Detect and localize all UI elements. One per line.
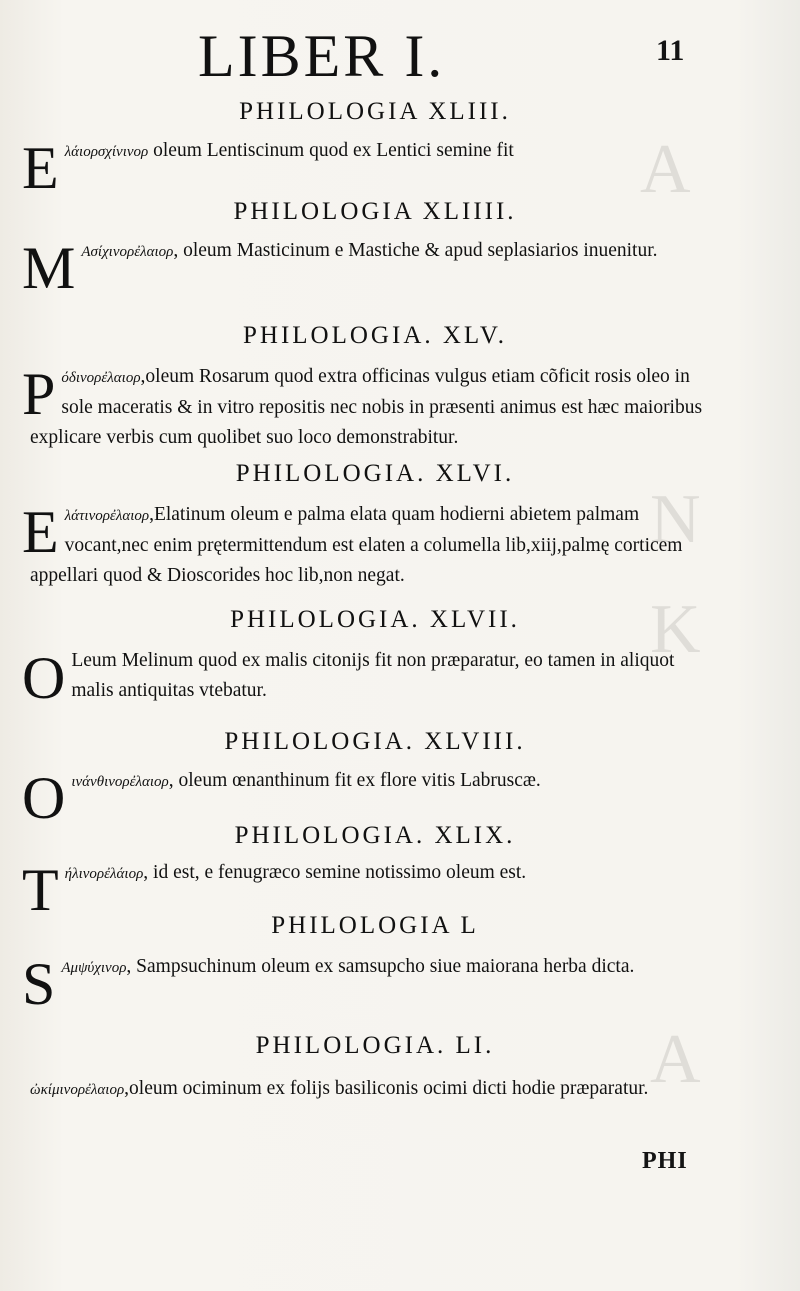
section-xlix [22, 822, 720, 923]
greek-term: λάιορσχίνινορ [64, 144, 149, 160]
latin-text: ,oleum Rosarum quod extra officinas vulgus etiam cõficit rosis oleo in sole maceratis & in vitro repositis nec nobis in præsenti animus est hæc maioribus explicare verbis cum quolibet suo loco demonstrabitur. [30, 366, 703, 448]
drop-initial: T [22, 857, 59, 923]
section-heading: PHILOLOGIA XLIII. [239, 98, 511, 125]
section-text [22, 857, 720, 923]
section-xliiii [22, 198, 720, 301]
section-text [22, 951, 720, 1017]
section-text [22, 499, 720, 591]
section-xlv [22, 322, 720, 453]
section-heading: PHILOLOGIA. XLVII. [230, 606, 520, 633]
drop-initial: E [22, 499, 59, 565]
drop-initial: S [22, 951, 56, 1017]
greek-term: Αμψύχινορ [61, 960, 127, 976]
section-xlvii [22, 606, 720, 711]
section-xliii [22, 98, 720, 201]
section-heading: PHILOLOGIA L [271, 912, 479, 939]
section-xlvi [22, 460, 720, 591]
section-li [30, 1032, 720, 1105]
latin-text: ,Elatinum oleum e palma elata quam hodierni abietem palmam vocant,nec enim prętermittendum est elaten a columella lib,xiij,palmę corticem appellari quod & Dioscorides hoc lib,non negat. [30, 504, 683, 586]
latin-text: ,oleum ociminum ex folijs basiliconis ocimi dicti hodie præparatur. [124, 1078, 649, 1099]
latin-text: oleum Lentiscinum quod ex Lentici semine fit [153, 140, 514, 161]
latin-text: , oleum œnanthinum fit ex flore vitis Labruscæ. [168, 770, 541, 791]
section-heading: PHILOLOGIA XLIIII. [233, 198, 517, 225]
drop-initial: P [22, 361, 56, 427]
section-l [22, 912, 720, 1017]
drop-initial: O [22, 645, 66, 711]
greek-term: ινάνθινορἐλαιορ [71, 774, 169, 790]
section-heading: PHILOLOGIA. XLIX. [234, 822, 516, 849]
section-text [22, 361, 720, 453]
greek-term: ήλινορἐλάιορ [64, 866, 144, 882]
latin-text: , id est, e fenugræco semine notissimo oleum est. [143, 862, 527, 883]
greek-term: Ασίχινορἐλαιορ [81, 244, 174, 260]
page-header [0, 14, 800, 89]
show-through-letter: N [650, 481, 701, 558]
section-text [22, 765, 720, 831]
latin-text: , oleum Masticinum e Mastiche & apud seplasiarios inuenitur. [173, 240, 658, 261]
section-xlviii [22, 728, 720, 831]
drop-initial: M [22, 235, 76, 301]
section-heading: PHILOLOGIA. XLVIII. [224, 728, 526, 755]
show-through-letter: A [640, 131, 691, 208]
book-title: LIBER I. [198, 23, 446, 89]
greek-term: ὠκίμινορἐλαιορ [30, 1082, 125, 1098]
section-heading: PHILOLOGIA. XLV. [243, 322, 507, 349]
section-text [22, 235, 720, 301]
drop-initial: E [22, 135, 59, 201]
section-heading: PHILOLOGIA. XLVI. [235, 460, 515, 487]
show-through-letter: K [650, 591, 701, 668]
latin-text: , Sampsuchinum oleum ex samsupcho siue maiorana herba dicta. [126, 956, 635, 977]
page-number: 11 [656, 34, 685, 67]
latin-text: Leum Melinum quod ex malis citonijs fit non præparatur, eo tamen in aliquot malis antiquitas vtebatur. [71, 650, 675, 701]
section-text [22, 135, 720, 201]
section-heading: PHILOLOGIA. LI. [255, 1032, 495, 1059]
greek-term: όδινορἐλαιορ [61, 370, 141, 386]
section-text [22, 645, 720, 711]
catchword: PHI [642, 1148, 688, 1174]
drop-initial: O [22, 765, 66, 831]
greek-term: λάτινορἐλαιορ [64, 508, 150, 524]
show-through-letter: A [650, 1021, 701, 1098]
section-text [30, 1074, 720, 1105]
